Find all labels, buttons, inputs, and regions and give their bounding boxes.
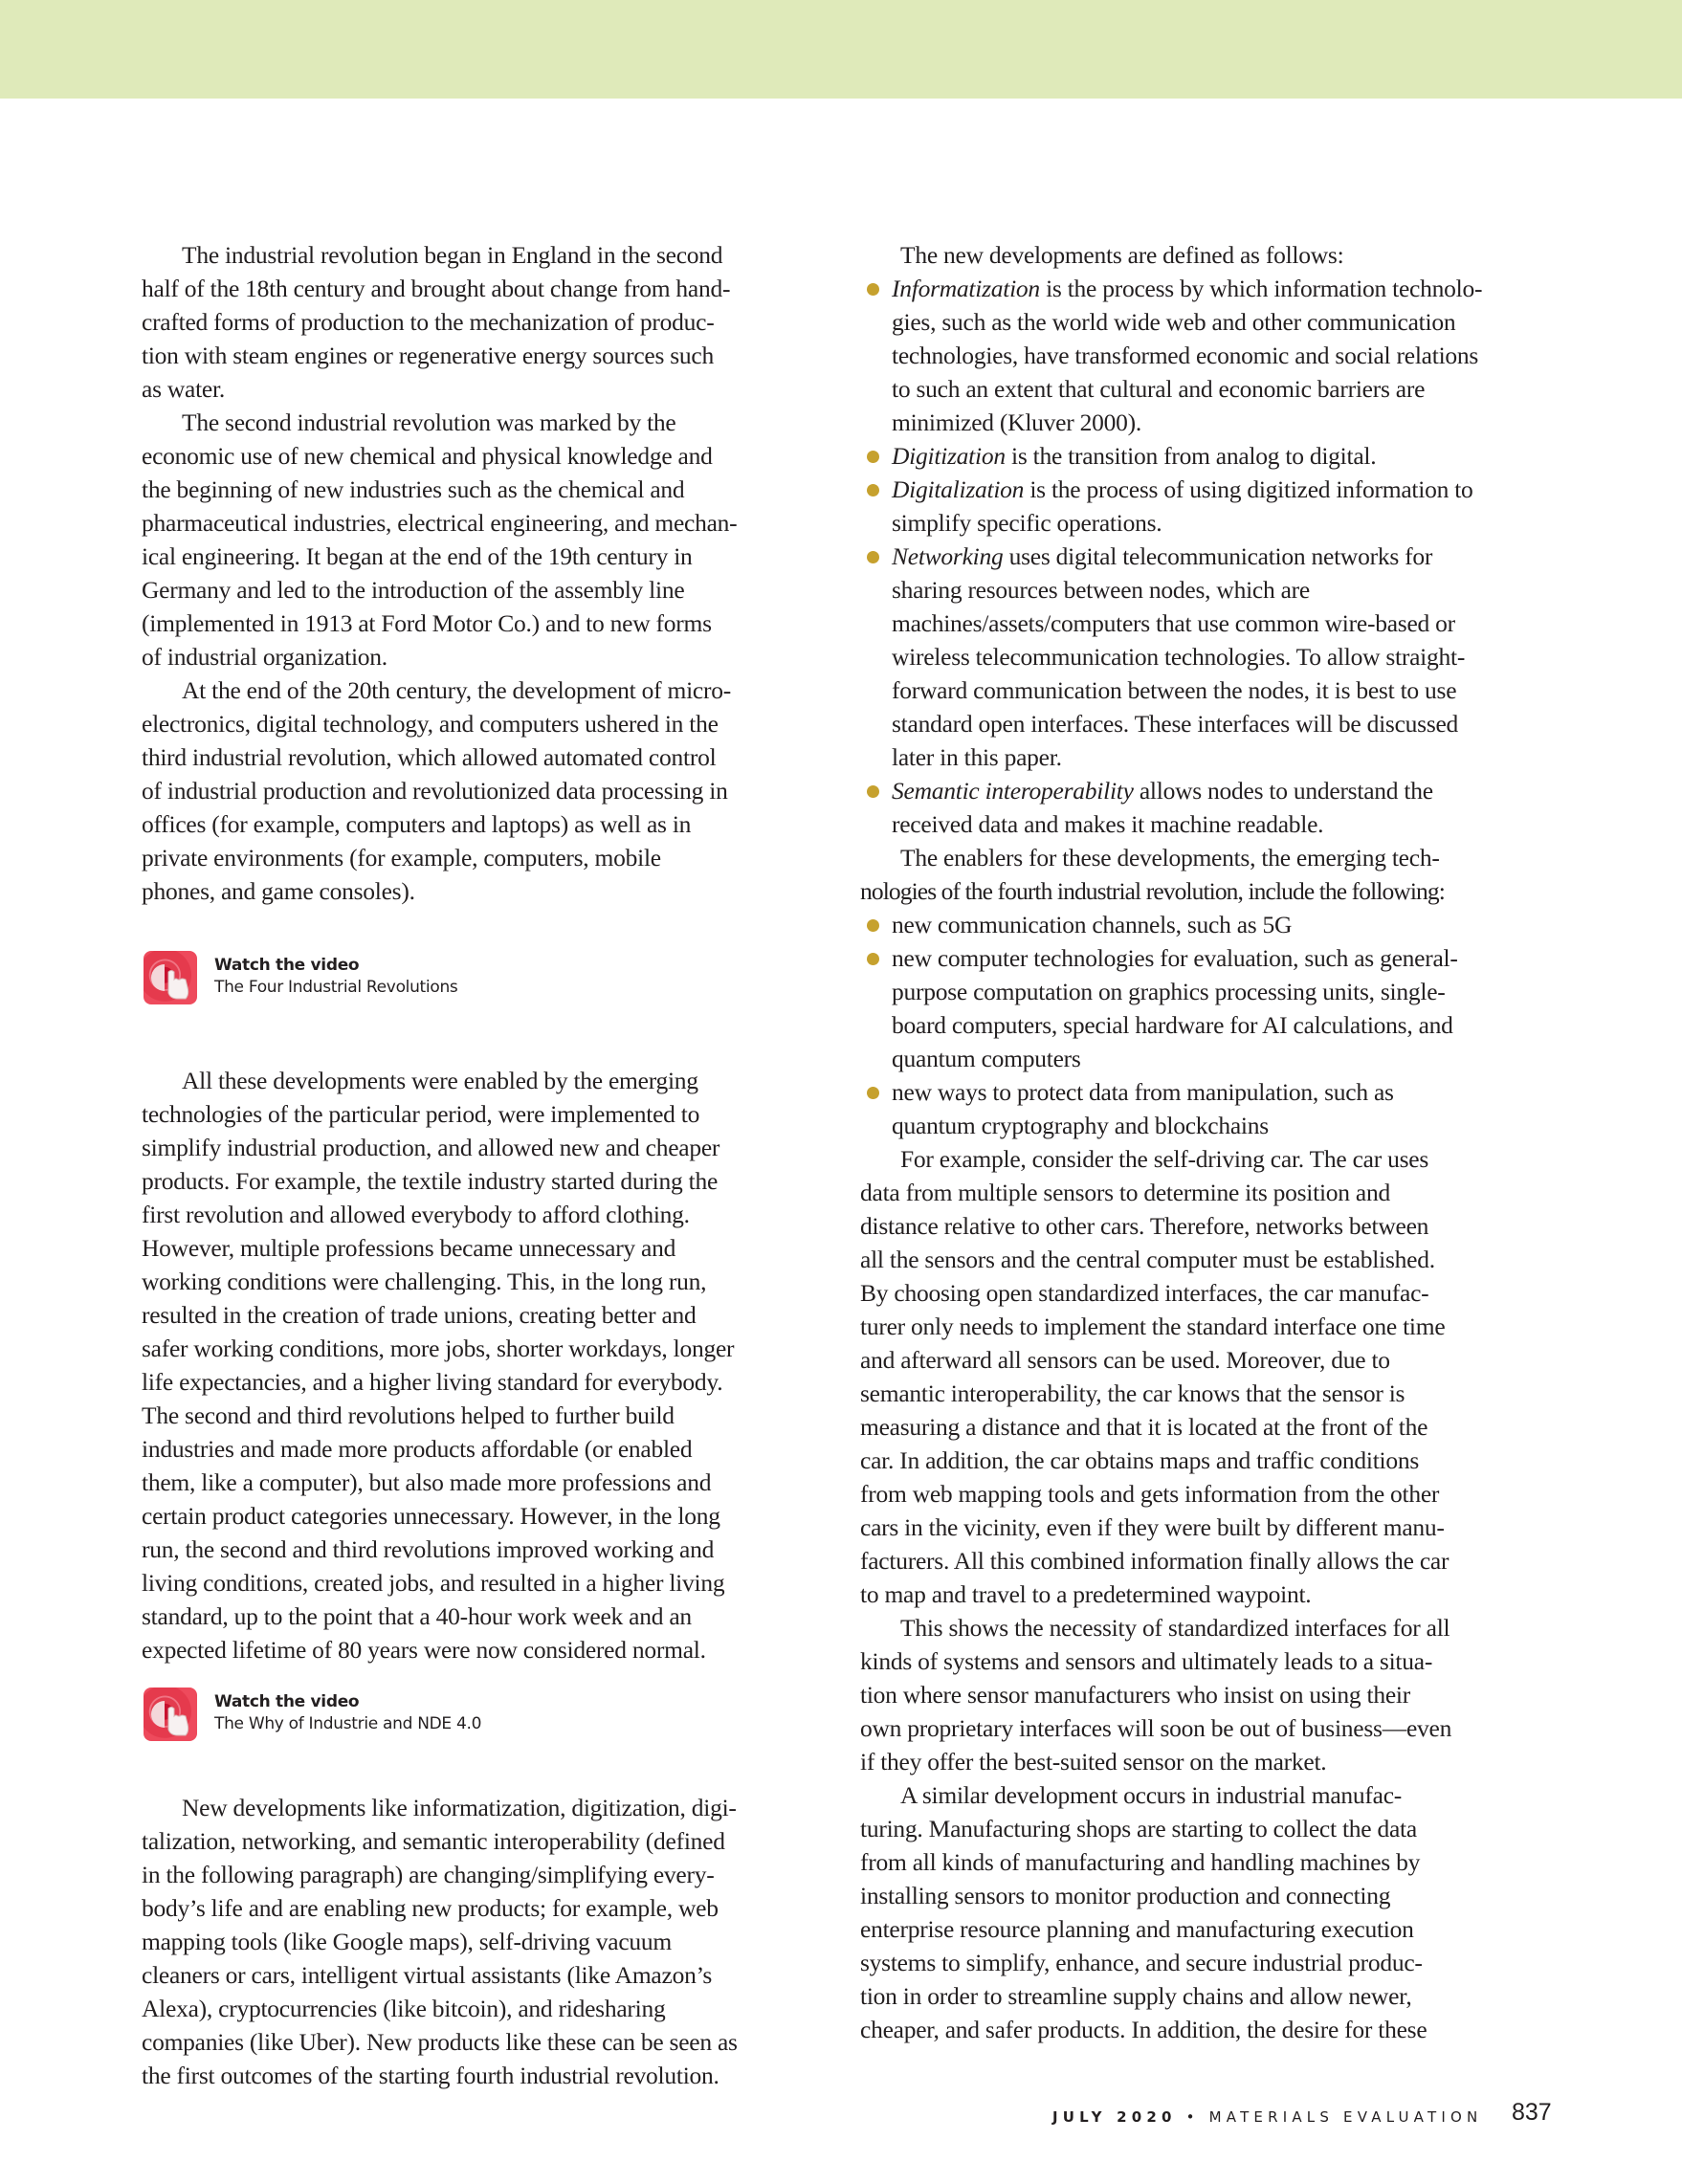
text-line: body’s life and are enabling new products; for example, web <box>142 1894 719 1922</box>
bullet-icon <box>867 283 879 296</box>
text-line: new communication channels, such as 5G <box>892 911 1293 938</box>
text-line: them, like a computer), but also made more professions and <box>142 1468 712 1496</box>
text-line: cheaper, and safer products. In addition, the desire for these <box>860 2016 1427 2043</box>
text-line: as water. <box>142 375 225 403</box>
text-line: tion where sensor manufacturers who insist on using their <box>860 1681 1410 1709</box>
text-line: industries and made more products affordable (or enabled <box>142 1435 693 1463</box>
text-line: However, multiple professions became unnecessary and <box>142 1234 676 1262</box>
text-line: is the process of using digitized information to <box>1024 475 1473 503</box>
text-line: from all kinds of manufacturing and handling machines by <box>860 1848 1421 1876</box>
text-line: uses digital telecommunication networks for <box>1003 542 1433 570</box>
spacer <box>142 1666 826 1688</box>
journal-name: MATERIALS EVALUATION <box>1208 2108 1483 2126</box>
text-line: (implemented in 1913 at Ford Motor Co.) and to new forms <box>142 609 712 637</box>
text-line: run, the second and third revolutions improved working and <box>142 1535 715 1563</box>
text-line: technologies, have transformed economic and social relations <box>892 342 1479 369</box>
text-line: offices (for example, computers and laptops) as well as in <box>142 810 692 838</box>
text-line: installing sensors to monitor production and connecting <box>860 1882 1391 1909</box>
list-item <box>860 941 1549 1075</box>
enablers-list <box>860 908 1549 1142</box>
video-title[interactable]: The Four Industrial Revolutions <box>214 978 458 997</box>
bullet-icon <box>867 551 879 563</box>
left-column <box>142 238 826 2092</box>
play-video-touch-icon[interactable] <box>144 1688 197 1741</box>
paragraph-second-revolution <box>142 406 826 673</box>
text-line: private environments (for example, computers, mobile <box>142 844 661 871</box>
bullet-icon <box>867 919 879 932</box>
text-line: own proprietary interfaces will soon be out of business—even <box>860 1714 1452 1742</box>
text-line: safer working conditions, more jobs, shorter workdays, longer <box>142 1335 735 1362</box>
term: Digitalization <box>892 475 1025 503</box>
text-line: enterprise resource planning and manufacturing execution <box>860 1915 1414 1943</box>
text-line: in the following paragraph) are changing/simplifying every- <box>142 1861 715 1888</box>
page-number: 837 <box>1512 2099 1552 2126</box>
text-line: car. In addition, the car obtains maps and traffic conditions <box>860 1446 1420 1474</box>
list-item <box>860 774 1549 841</box>
text-line: The industrial revolution began in England in the second <box>182 241 723 269</box>
text-line: This shows the necessity of standardized interfaces for all <box>900 1614 1450 1642</box>
list-item <box>860 439 1549 473</box>
text-line: first revolution and allowed everybody to afford clothing. <box>142 1201 690 1228</box>
video-link-four-revolutions[interactable] <box>142 951 826 1018</box>
definitions-list <box>860 272 1549 841</box>
page-footer <box>1052 2099 1552 2126</box>
text-line: new ways to protect data from manipulation, such as <box>892 1078 1394 1106</box>
text-line: Germany and led to the introduction of the assembly line <box>142 576 685 604</box>
list-item <box>860 473 1549 540</box>
text-line: ical engineering. It began at the end of the 19th century in <box>142 542 693 570</box>
term: Informatization <box>892 275 1040 302</box>
text-line: nologies of the fourth industrial revolution, include the following: <box>860 877 1445 905</box>
list-item <box>860 540 1549 774</box>
footer-separator: • <box>1185 2108 1200 2126</box>
text-line: At the end of the 20th century, the development of micro- <box>182 676 731 704</box>
text-line: certain product categories unnecessary. However, in the long <box>142 1502 720 1530</box>
text-line: sharing resources between nodes, which are <box>892 576 1310 604</box>
paragraph-new-developments <box>142 1791 826 2092</box>
text-line: kinds of systems and sensors and ultimately leads to a situa- <box>860 1647 1433 1675</box>
paragraph-standardized-interfaces <box>860 1611 1549 1778</box>
text-line: the beginning of new industries such as the chemical and <box>142 475 685 503</box>
play-video-touch-icon[interactable] <box>144 951 197 1004</box>
bullet-icon <box>867 451 879 463</box>
text-line: living conditions, created jobs, and resulted in a higher living <box>142 1569 725 1597</box>
text-line: companies (like Uber). New products like these can be seen as <box>142 2028 738 2056</box>
video-label: Watch the video <box>214 956 360 975</box>
text-line: is the transition from analog to digital. <box>1005 442 1377 470</box>
text-line: Alexa), cryptocurrencies (like bitcoin), and ridesharing <box>142 1995 666 2022</box>
bullet-icon <box>867 1087 879 1099</box>
text-line: later in this paper. <box>892 743 1062 771</box>
paragraph-first-revolution <box>142 238 826 406</box>
text-line: half of the 18th century and brought about change from hand- <box>142 275 731 302</box>
video-link-why-industrie-nde[interactable] <box>142 1688 826 1754</box>
text-line: all the sensors and the central computer must be established. <box>860 1246 1435 1273</box>
header-band <box>0 0 1682 99</box>
spacer <box>142 908 826 951</box>
text-line: cars in the vicinity, even if they were built by different manu- <box>860 1513 1445 1541</box>
text-line: pharmaceutical industries, electrical engineering, and mechan- <box>142 509 738 537</box>
text-line: semantic interoperability, the car knows that the sensor is <box>860 1379 1405 1407</box>
text-line: technologies of the particular period, were implemented to <box>142 1100 700 1128</box>
text-line: standard, up to the point that a 40-hour work week and an <box>142 1602 692 1630</box>
text-line: The second and third revolutions helped to further build <box>142 1401 675 1429</box>
text-line: systems to simplify, enhance, and secure industrial produc- <box>860 1949 1423 1976</box>
text-line: facturers. All this combined information finally allows the car <box>860 1547 1450 1575</box>
text-line: turer only needs to implement the standard interface one time <box>860 1313 1446 1340</box>
paragraph-enablers-intro <box>860 841 1549 908</box>
text-line: gies, such as the world wide web and other communication <box>892 308 1456 336</box>
paragraph-third-revolution <box>142 673 826 908</box>
text-line: resulted in the creation of trade unions, creating better and <box>142 1301 697 1329</box>
text-line: board computers, special hardware for AI calculations, and <box>892 1011 1453 1039</box>
text-line: to map and travel to a predetermined waypoint. <box>860 1580 1312 1608</box>
text-line: quantum computers <box>892 1045 1081 1072</box>
list-item <box>860 1075 1549 1142</box>
bullet-icon <box>867 953 879 965</box>
text-line: A similar development occurs in industrial manufac- <box>900 1781 1403 1809</box>
text-line: and afterward all sensors can be used. Moreover, due to <box>860 1346 1390 1374</box>
text-line: cleaners or cars, intelligent virtual assistants (like Amazon’s <box>142 1961 713 1989</box>
text-line: tion in order to streamline supply chains and allow newer, <box>860 1982 1412 2010</box>
term: Semantic interoperability <box>892 777 1134 805</box>
video-title[interactable]: The Why of Industrie and NDE 4.0 <box>214 1714 482 1733</box>
right-column <box>860 238 1549 2046</box>
text-line: of industrial organization. <box>142 643 387 671</box>
text-line: third industrial revolution, which allowed automated control <box>142 743 717 771</box>
text-line: electronics, digital technology, and computers ushered in the <box>142 710 719 738</box>
text-line: All these developments were enabled by the emerging <box>182 1067 698 1094</box>
text-line: The enablers for these developments, the emerging tech- <box>900 844 1440 871</box>
video-label: Watch the video <box>214 1692 360 1711</box>
text-line: from web mapping tools and gets information from the other <box>860 1480 1440 1508</box>
text-line: received data and makes it machine readable. <box>892 810 1324 838</box>
paragraph-self-driving-car <box>860 1142 1549 1611</box>
text-line: talization, networking, and semantic interoperability (defined <box>142 1827 725 1855</box>
text-line: turing. Manufacturing shops are starting to collect the data <box>860 1815 1417 1842</box>
text-line: simplify specific operations. <box>892 509 1162 537</box>
list-item <box>860 272 1549 439</box>
text-line: tion with steam engines or regenerative energy sources such <box>142 342 714 369</box>
text-line: the first outcomes of the starting fourth industrial revolution. <box>142 2062 719 2089</box>
text-line: products. For example, the textile industry started during the <box>142 1167 719 1195</box>
text-line: minimized (Kluver 2000). <box>892 408 1141 436</box>
text-line: purpose computation on graphics processing units, single- <box>892 978 1446 1005</box>
text-line: crafted forms of production to the mechanization of produc- <box>142 308 715 336</box>
paragraph-industrial-manufacturing <box>860 1778 1549 2046</box>
text-line: New developments like informatization, digitization, digi- <box>182 1794 737 1821</box>
text-line: expected lifetime of 80 years were now considered normal. <box>142 1636 706 1664</box>
term: Digitization <box>892 442 1006 470</box>
text-line: quantum cryptography and blockchains <box>892 1112 1269 1139</box>
text-line: By choosing open standardized interfaces, the car manufac- <box>860 1279 1429 1307</box>
text-line: forward communication between the nodes, it is best to use <box>892 676 1457 704</box>
term: Networking <box>892 542 1004 570</box>
text-line: economic use of new chemical and physical knowledge and <box>142 442 713 470</box>
text-line: For example, consider the self-driving car. The car uses <box>900 1145 1429 1173</box>
text-line: mapping tools (like Google maps), self-driving vacuum <box>142 1928 673 1955</box>
text-line: allows nodes to understand the <box>1133 777 1433 805</box>
text-line: working conditions were challenging. This, in the long run, <box>142 1268 707 1295</box>
spacer <box>142 1018 826 1064</box>
text-line: phones, and game consoles). <box>142 877 415 905</box>
text-line: to such an extent that cultural and economic barriers are <box>892 375 1426 403</box>
text-line: if they offer the best-suited sensor on the market. <box>860 1748 1327 1776</box>
bullet-icon <box>867 484 879 496</box>
spacer <box>142 1754 826 1791</box>
text-line: is the process by which information technolo- <box>1039 275 1483 302</box>
text-line: machines/assets/computers that use common wire-based or <box>892 609 1455 637</box>
text-line: distance relative to other cars. Therefore, networks between <box>860 1212 1429 1240</box>
text-line: wireless telecommunication technologies. To allow straight- <box>892 643 1466 671</box>
text-line: life expectancies, and a higher living standard for everybody. <box>142 1368 723 1396</box>
text-line: The second industrial revolution was marked by the <box>182 408 676 436</box>
text-line: measuring a distance and that it is located at the front of the <box>860 1413 1428 1441</box>
text-line: data from multiple sensors to determine its position and <box>860 1179 1390 1206</box>
issue-date: JULY 2020 <box>1052 2108 1177 2126</box>
paragraph-enabling-technologies <box>142 1064 826 1666</box>
definitions-intro: The new developments are defined as follows: <box>900 241 1344 269</box>
text-line: standard open interfaces. These interfaces will be discussed <box>892 710 1459 738</box>
bullet-icon <box>867 785 879 798</box>
text-line: new computer technologies for evaluation, such as general- <box>892 944 1458 972</box>
list-item <box>860 908 1549 941</box>
text-line: of industrial production and revolutionized data processing in <box>142 777 728 805</box>
text-line: simplify industrial production, and allowed new and cheaper <box>142 1134 720 1161</box>
